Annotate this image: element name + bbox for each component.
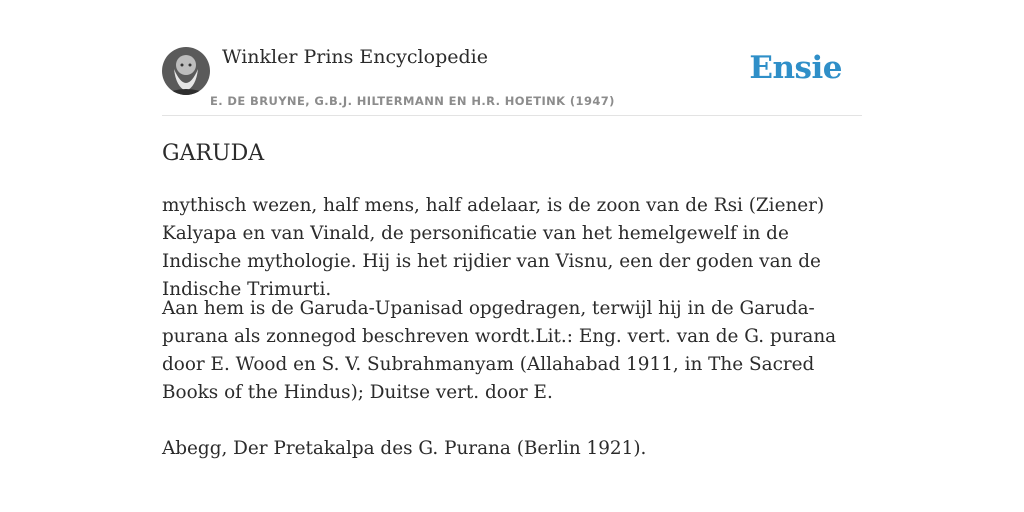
portrait-icon bbox=[162, 47, 210, 95]
entry-paragraph: Abegg, Der Pretakalpa des G. Purana (Berlin 1921). bbox=[162, 438, 647, 459]
author-avatar bbox=[162, 47, 210, 95]
entry-paragraph: Aan hem is de Garuda-Upanisad opgedragen, terwijl hij in de Garuda-purana als zonnegod beschreven wordt.Lit.: Eng. vert. van de G. purana door E. Wood en S. V. Subrahmanyam (Allahabad 1911, in The Sacred Books of the Hindus); Duitse vert. door E. bbox=[162, 298, 837, 403]
encyclopedia-title[interactable]: Winkler Prins Encyclopedie bbox=[222, 46, 488, 68]
header-divider bbox=[162, 115, 862, 116]
authors-line: E. DE BRUYNE, G.B.J. HILTERMANN EN H.R. HOETINK (1947) bbox=[210, 94, 615, 108]
entry-paragraph: mythisch wezen, half mens, half adelaar, is de zoon van de Rsi (Ziener) Kalyapa en van Vinald, de personificatie van het hemelgewelf in de Indische mythologie. Hij is het rijdier van Visnu, een der goden van de Indische Trimurti. bbox=[162, 195, 825, 300]
entry-title: GARUDA bbox=[162, 141, 265, 166]
ensie-logo-link[interactable]: Ensie bbox=[749, 50, 842, 86]
